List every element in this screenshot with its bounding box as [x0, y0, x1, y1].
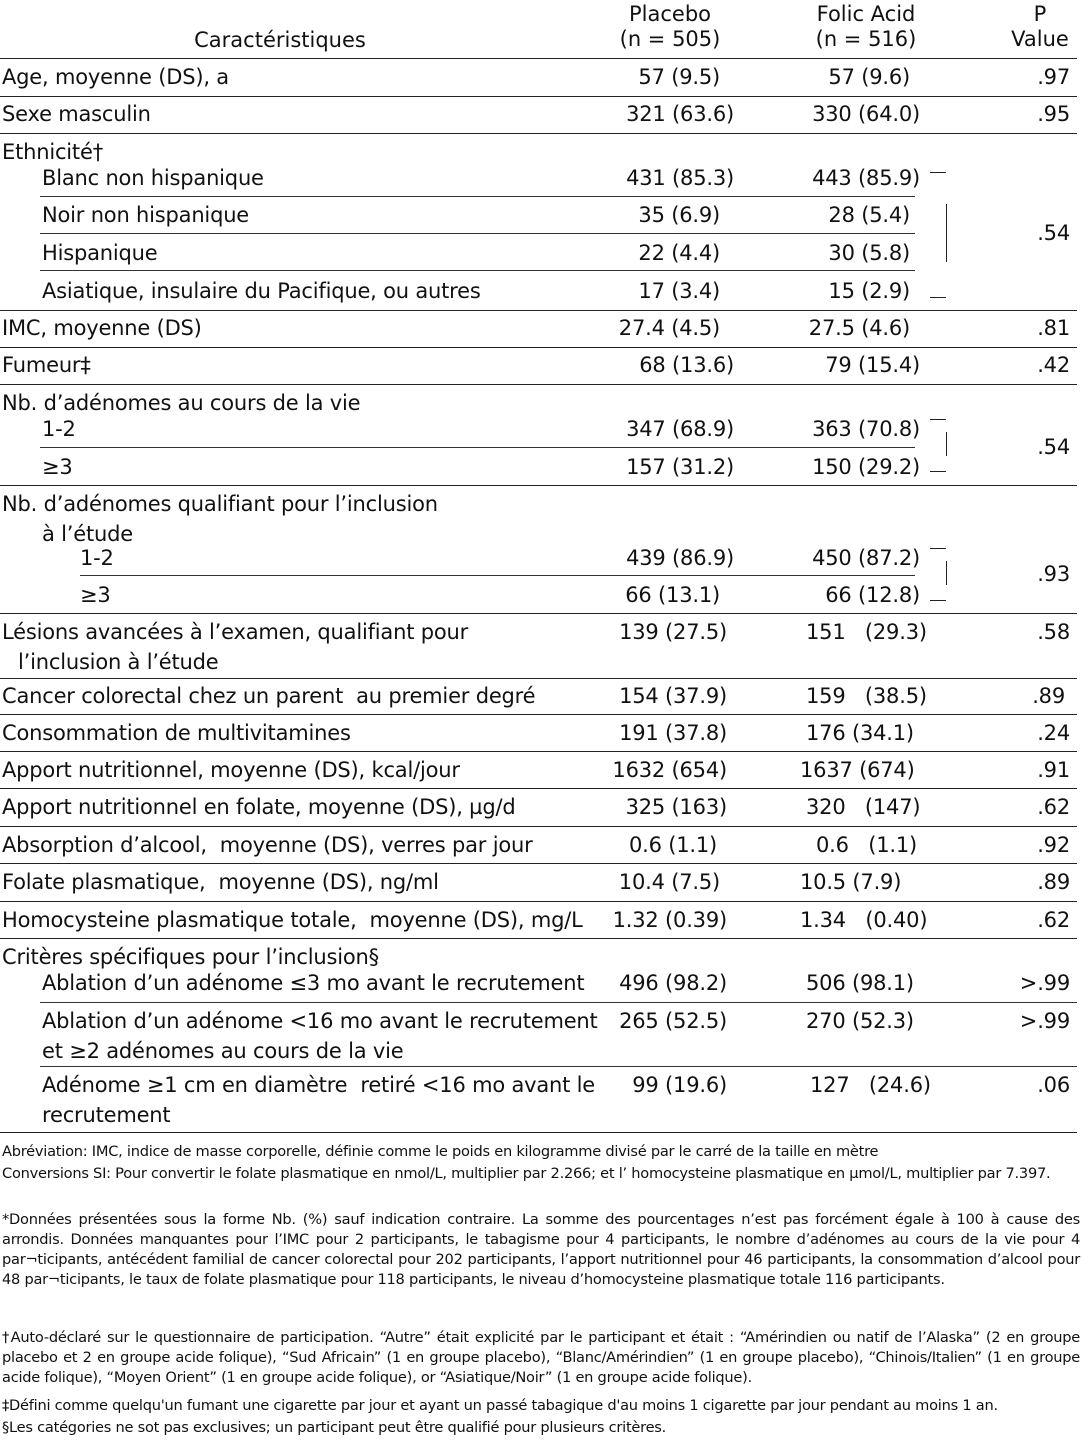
row-rule — [0, 938, 1077, 939]
row-rule — [0, 788, 1077, 789]
header-placebo-label: Placebo — [628, 2, 711, 26]
row-age-p: .97 — [1037, 65, 1070, 89]
row-imc-placebo: 27.4 (4.5) — [618, 316, 720, 340]
adenomes-inclusion-item-folic: 66 (12.8) — [825, 583, 920, 607]
bracket-line — [946, 432, 947, 456]
row-imc-folic: 27.5 (4.6) — [808, 316, 910, 340]
ethnicite-item-folic: 28 (5.4) — [828, 203, 910, 227]
header-folic-label: Folic Acid — [816, 2, 916, 26]
row-apport-folate-label: Apport nutritionnel en folate, moyenne (DS), µg/d — [2, 795, 516, 819]
criteres-item-p: .06 — [1037, 1073, 1070, 1097]
row-apport-folic: 1637 (674) — [800, 758, 915, 782]
criteres-item-p: >.99 — [1019, 1009, 1070, 1033]
criteres-item-label: Ablation d’un adénome ≤3 mo avant le recrutement — [42, 971, 585, 995]
sub-rule — [40, 233, 915, 234]
adenomes-vie-item-label: ≥3 — [42, 455, 73, 479]
row-adenomes-inclusion-p: .93 — [1037, 562, 1070, 586]
row-sexe-folic: 330 (64.0) — [812, 102, 920, 126]
row-folate-plasma-folic: 10.5 (7.9) — [800, 870, 902, 894]
ethnicite-item-placebo: 22 (4.4) — [638, 241, 720, 265]
ethnicite-item-folic: 443 (85.9) — [812, 166, 920, 190]
row-folate-plasma-label: Folate plasmatique, moyenne (DS), ng/ml — [2, 870, 439, 894]
criteres-item-label: Ablation d’un adénome <16 mo avant le recrutement — [42, 1009, 598, 1033]
row-rule — [0, 751, 1077, 752]
row-age-folic: 57 (9.6) — [828, 65, 910, 89]
footnote-conversions: Conversions SI: Pour convertir le folate plasmatique en nmol/L, multiplier par 2.266; et l’ homocysteine plasmatique en µmol/L, multiplier par 7.397. — [2, 1165, 1051, 1182]
row-lesions-label: Lésions avancées à l’examen, qualifiant pour — [2, 620, 469, 644]
header-placebo-n: (n = 505) — [619, 27, 721, 51]
bracket-line — [946, 204, 947, 262]
criteres-item-folic: 127 (24.6) — [810, 1073, 931, 1097]
row-sexe-placebo: 321 (63.6) — [626, 102, 734, 126]
bracket-tick — [930, 297, 946, 298]
ethnicite-item-placebo: 431 (85.3) — [626, 166, 734, 190]
criteres-item-folic: 506 (98.1) — [806, 971, 914, 995]
row-adenomes-vie-label: Nb. d’adénomes au cours de la vie — [2, 391, 361, 415]
ethnicite-item-placebo: 35 (6.9) — [638, 203, 720, 227]
row-rule — [0, 613, 1077, 614]
row-criteres-label: Critères spécifiques pour l’inclusion§ — [2, 945, 379, 969]
row-homocysteine-folic: 1.34 (0.40) — [800, 908, 928, 932]
row-alcool-folic: 0.6 (1.1) — [816, 833, 918, 857]
bracket-tick — [930, 471, 946, 472]
ethnicite-item-label: Noir non hispanique — [42, 203, 250, 227]
bracket-line — [946, 561, 947, 585]
row-cancer-label: Cancer colorectal chez un parent au premier degré — [2, 684, 536, 708]
adenomes-vie-item-placebo: 157 (31.2) — [626, 455, 734, 479]
adenomes-vie-item-folic: 150 (29.2) — [812, 455, 920, 479]
criteres-item-placebo: 99 (19.6) — [632, 1073, 727, 1097]
row-fumeur-p: .42 — [1037, 353, 1070, 377]
row-rule — [0, 133, 1077, 134]
row-apport-placebo: 1632 (654) — [612, 758, 727, 782]
row-fumeur-placebo: 68 (13.6) — [639, 353, 734, 377]
criteres-item-placebo: 496 (98.2) — [619, 971, 727, 995]
row-alcool-label: Absorption d’alcool, moyenne (DS), verres par jour — [2, 833, 533, 857]
row-adenomes-vie-p: .54 — [1037, 435, 1070, 459]
header-characteristics: Caractéristiques — [194, 28, 366, 52]
footnote-criteria: §Les catégories ne sot pas exclusives; un participant peut être qualifié pour plusieurs critères. — [2, 1419, 667, 1436]
row-lesions-folic: 151 (29.3) — [806, 620, 927, 644]
row-rule — [0, 714, 1077, 715]
bracket-tick — [930, 548, 946, 549]
criteres-item-label2: recrutement — [42, 1103, 171, 1127]
row-cancer-placebo: 154 (37.9) — [619, 684, 727, 708]
row-alcool-p: .92 — [1037, 833, 1070, 857]
row-apport-label: Apport nutritionnel, moyenne (DS), kcal/jour — [2, 758, 460, 782]
row-ethnicite-label: Ethnicité† — [2, 140, 103, 164]
row-rule — [0, 347, 1077, 348]
ethnicite-item-label: Asiatique, insulaire du Pacifique, ou autres — [42, 279, 481, 303]
row-imc-label: IMC, moyenne (DS) — [2, 316, 202, 340]
row-multivit-folic: 176 (34.1) — [806, 721, 914, 745]
adenomes-vie-item-label: 1-2 — [42, 417, 76, 441]
footnote-data-presentation: *Données présentées sous la forme Nb. (%) sauf indication contraire. La somme des pourcentages n’est pas forcément égale à 100 à cause des arrondis. Données manquantes pour l’IMC pour 2 participants, le tabagisme pour 4 participants, le nombre d’adénomes au cours de la vie pour 4 par¬ticipants, antécédent familial de cancer colorectal pour 202 participants, l’apport nutritionnel pour 46 participants, la consommation d’alcool pour 48 par¬ticipants, le taux de folate plasmatique pour 118 participants, le niveau d’homocysteine plasmatique totale 116 participants. — [2, 1211, 1080, 1288]
adenomes-inclusion-item-label: ≥3 — [80, 583, 111, 607]
footnote-self-reported: †Auto-déclaré sur le questionnaire de participation. “Autre” était explicité par le participant et était : “Amérindien ou natif de l’Alaska” (2 en groupe placebo et 2 en groupe acide folique), “Sud Africain” (1 en groupe placebo), “Blanc/Amérindien” (1 en groupe placebo), “Chinois/Italien” (1 en groupe acide folique), “Moyen Orient” (1 en groupe acide folique), or “Asiatique/Noir” (1 en groupe acide folique). — [2, 1329, 1080, 1386]
row-lesions-label2: l’inclusion à l’étude — [18, 650, 219, 674]
row-multivit-label: Consommation de multivitamines — [2, 721, 351, 745]
row-rule — [0, 96, 1077, 97]
sub-rule — [40, 1002, 1077, 1003]
header-folic-acid — [796, 2, 936, 52]
row-homocysteine-label: Homocysteine plasmatique totale, moyenne (DS), mg/L — [2, 908, 583, 932]
sub-rule — [40, 447, 915, 448]
table-bottom-rule — [0, 1132, 1077, 1133]
adenomes-inclusion-item-label: 1-2 — [80, 546, 114, 570]
footnote-smoker: ‡Défini comme quelqu'un fumant une cigarette par jour et ayant un passé tabagique d'au moins 1 cigarette par jour pendant au moins 1 an. — [2, 1397, 998, 1414]
criteres-item-label2: et ≥2 adénomes au cours de la vie — [42, 1039, 404, 1063]
ethnicite-item-folic: 30 (5.8) — [828, 241, 910, 265]
row-imc-p: .81 — [1037, 316, 1070, 340]
sub-rule — [40, 196, 915, 197]
header-placebo — [600, 2, 740, 52]
row-adenomes-inclusion-label2: à l’étude — [42, 522, 133, 546]
adenomes-vie-item-placebo: 347 (68.9) — [626, 417, 734, 441]
adenomes-inclusion-item-placebo: 439 (86.9) — [626, 546, 734, 570]
ethnicite-item-placebo: 17 (3.4) — [638, 279, 720, 303]
adenomes-inclusion-item-folic: 450 (87.2) — [812, 546, 920, 570]
bracket-tick — [930, 419, 946, 420]
row-rule — [0, 678, 1077, 679]
header-rule — [0, 58, 1077, 59]
row-multivit-placebo: 191 (37.8) — [619, 721, 727, 745]
row-rule — [0, 901, 1077, 902]
row-rule — [0, 384, 1077, 385]
row-rule — [0, 485, 1077, 486]
row-age-placebo: 57 (9.5) — [638, 65, 720, 89]
ethnicite-item-folic: 15 (2.9) — [828, 279, 910, 303]
row-lesions-placebo: 139 (27.5) — [619, 620, 727, 644]
row-ethnicite-p: .54 — [1037, 221, 1070, 245]
row-fumeur-label: Fumeur‡ — [2, 353, 91, 377]
row-rule — [0, 863, 1077, 864]
adenomes-vie-item-folic: 363 (70.8) — [812, 417, 920, 441]
adenomes-inclusion-item-placebo: 66 (13.1) — [625, 583, 720, 607]
criteres-item-placebo: 265 (52.5) — [619, 1009, 727, 1033]
bracket-tick — [930, 600, 946, 601]
header-p-value — [1000, 2, 1080, 52]
sub-rule — [40, 1066, 1077, 1067]
row-adenomes-inclusion-label: Nb. d’adénomes qualifiant pour l’inclusion — [2, 492, 438, 516]
bracket-tick — [930, 172, 946, 173]
row-cancer-folic: 159 (38.5) — [806, 684, 927, 708]
sub-rule — [40, 270, 915, 271]
row-age-label: Age, moyenne (DS), a — [2, 65, 229, 89]
ethnicite-item-label: Blanc non hispanique — [42, 166, 264, 190]
row-homocysteine-p: .62 — [1037, 908, 1070, 932]
row-folate-plasma-placebo: 10.4 (7.5) — [618, 870, 720, 894]
row-apport-folate-p: .62 — [1037, 795, 1070, 819]
criteres-item-p: >.99 — [1019, 971, 1070, 995]
criteres-item-label: Adénome ≥1 cm en diamètre retiré <16 mo avant le — [42, 1073, 595, 1097]
row-rule — [0, 310, 1077, 311]
header-p-label: P — [1033, 2, 1047, 26]
row-alcool-placebo: 0.6 (1.1) — [628, 833, 717, 857]
row-fumeur-folic: 79 (15.4) — [825, 353, 920, 377]
row-apport-folate-folic: 320 (147) — [806, 795, 921, 819]
criteres-item-folic: 270 (52.3) — [806, 1009, 914, 1033]
row-apport-p: .91 — [1037, 758, 1070, 782]
ethnicite-item-label: Hispanique — [42, 241, 158, 265]
header-value-label: Value — [1011, 27, 1069, 51]
sub-rule — [80, 575, 915, 576]
row-cancer-p: .89 — [1032, 684, 1065, 708]
row-rule — [0, 826, 1077, 827]
row-sexe-p: .95 — [1037, 102, 1070, 126]
row-folate-plasma-p: .89 — [1037, 870, 1070, 894]
row-lesions-p: .58 — [1037, 620, 1070, 644]
row-multivit-p: .24 — [1037, 721, 1070, 745]
row-homocysteine-placebo: 1.32 (0.39) — [612, 908, 727, 932]
row-apport-folate-placebo: 325 (163) — [625, 795, 727, 819]
footnote-abbreviation: Abréviation: IMC, indice de masse corporelle, définie comme le poids en kilogramme divisé par le carré de la taille en mètre — [2, 1143, 879, 1160]
header-folic-n: (n = 516) — [815, 27, 917, 51]
row-sexe-label: Sexe masculin — [2, 102, 151, 126]
